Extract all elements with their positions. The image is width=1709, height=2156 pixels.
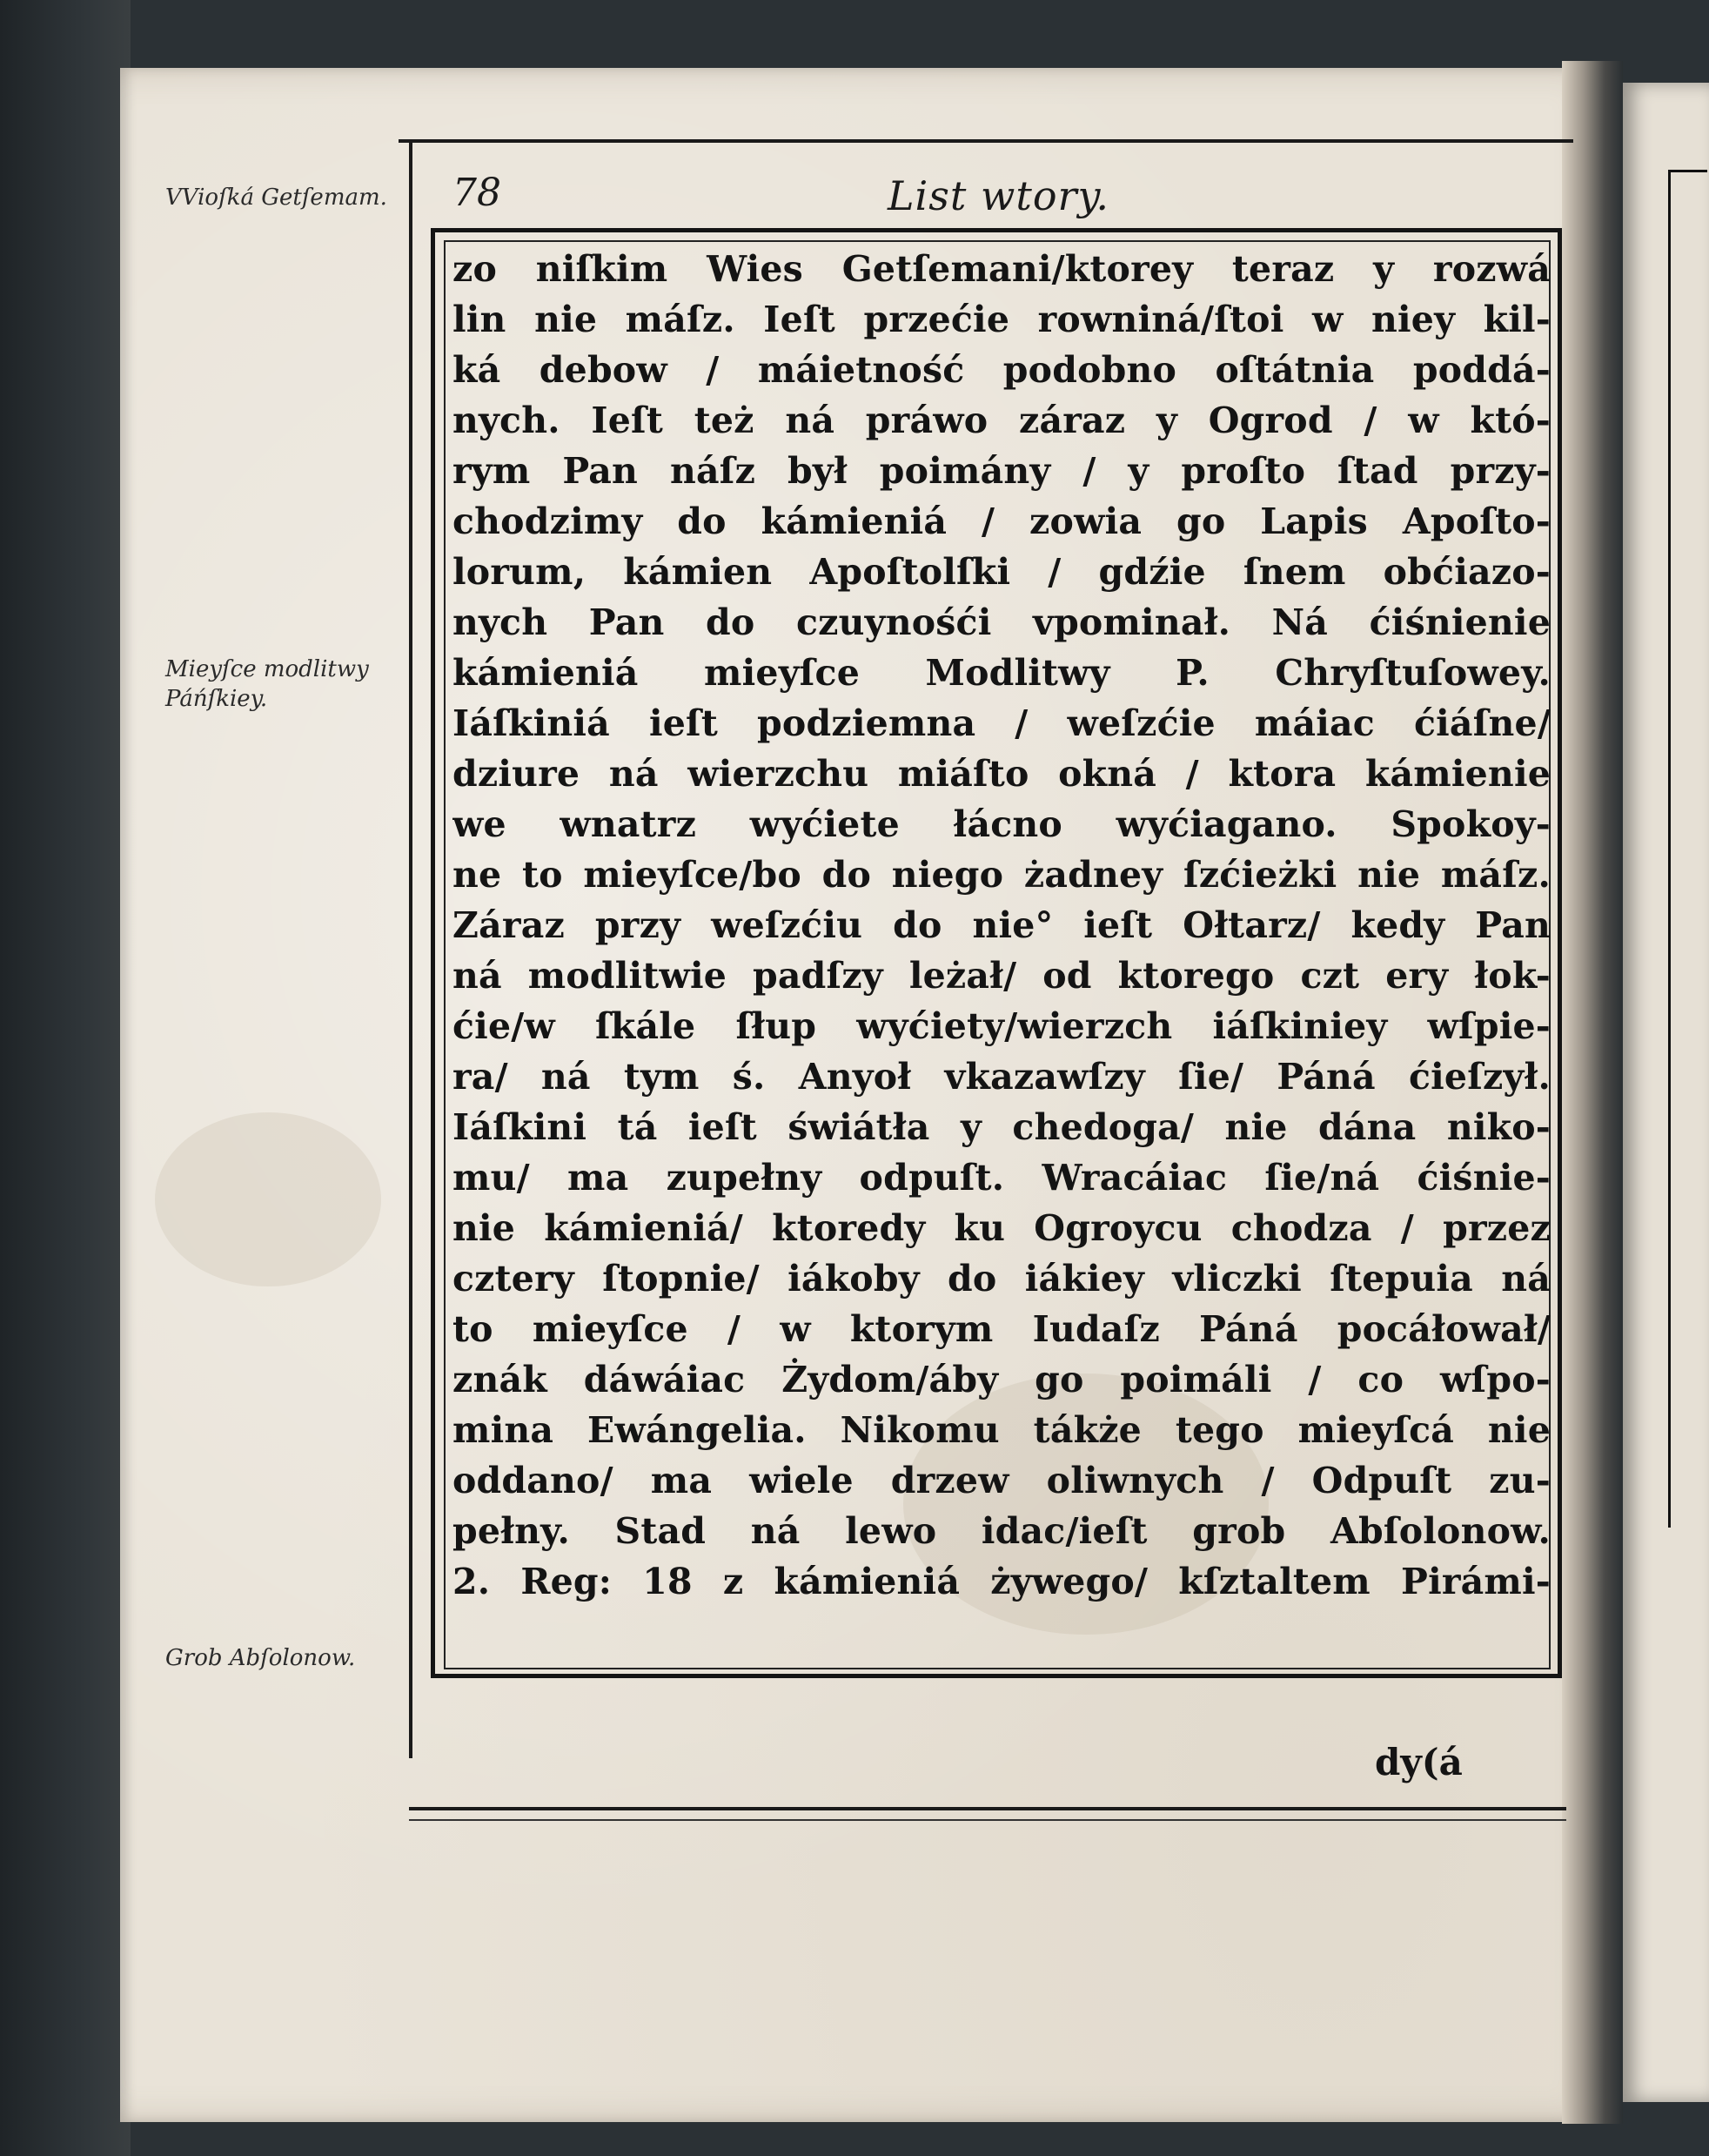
text-line: ćie/w ſkále ſłup wyćiety/wierzch iáſkiniey wſpie- bbox=[452, 1005, 1551, 1047]
text-line: zo niſkim Wies Getſemani/ktorey teraz y rozwá bbox=[452, 248, 1551, 290]
text-line: ná modlitwie padſzy leżał/ od ktorego czt ery łok- bbox=[452, 955, 1551, 997]
bottom-rule-thin bbox=[409, 1819, 1566, 1821]
text-line: pełny. Stad ná lewo idac/ieſt grob Abſolonow. bbox=[452, 1510, 1551, 1552]
text-line: znák dáwáiac Żydom/áby go poimáli / co wſpo- bbox=[452, 1359, 1551, 1400]
facing-page-rule bbox=[1668, 170, 1707, 172]
top-rule bbox=[399, 139, 1573, 143]
text-line: dziure ná wierzchu miáſto okná / ktora kámienie bbox=[452, 753, 1551, 795]
text-line: 2. Reg: 18 z kámieniá żywego/ kſztaltem Pirámi- bbox=[452, 1561, 1551, 1602]
text-line: oddano/ ma wiele drzew oliwnych / Odpuſt zu- bbox=[452, 1460, 1551, 1501]
text-line: lorum, kámien Apoſtolſki / gdźie ſnem obćiazo- bbox=[452, 551, 1551, 593]
dark-background-left bbox=[0, 0, 131, 2156]
running-head: List wtory. bbox=[888, 172, 1110, 219]
text-line: rym Pan náſz był poimány / y proſto ſtad przy- bbox=[452, 450, 1551, 492]
facing-page-edge bbox=[1623, 83, 1709, 2102]
text-line: nych Pan do czuynośći vpominał. Ná ćiśnienie bbox=[452, 601, 1551, 643]
text-line: Iáſkiniá ieſt podziemna / weſzćie máiac ćiáſne/ bbox=[452, 702, 1551, 744]
text-line: nie kámieniá/ ktoredy ku Ogroycu chodza / przez bbox=[452, 1207, 1551, 1249]
margin-note: VVioſká Getſemam. bbox=[165, 185, 387, 211]
text-line: ká debow / máietność podobno oſtátnia poddá- bbox=[452, 349, 1551, 391]
text-line: Iáſkini tá ieſt świátła y chedoga/ nie dána niko- bbox=[452, 1106, 1551, 1148]
margin-note: Mieyſce modlitwy Páńſkiey. bbox=[165, 656, 369, 712]
text-line: lin nie máſz. Ieſt przećie rowniná/ſtoi w niey kil- bbox=[452, 299, 1551, 340]
left-rule bbox=[409, 139, 412, 1758]
facing-page-rule bbox=[1668, 170, 1671, 1528]
text-line: to mieyſce / w ktorym Iudaſz Páná pocáłował/ bbox=[452, 1308, 1551, 1350]
text-line: nych. Ieſt też ná práwo záraz y Ogrod / w któ- bbox=[452, 400, 1551, 441]
page-number: 78 bbox=[452, 171, 501, 215]
book-gutter bbox=[1562, 61, 1623, 2124]
text-line: we wnatrz wyćiete łácno wyćiagano. Spokoy- bbox=[452, 803, 1551, 845]
body-text bbox=[452, 244, 1551, 1607]
paper-stain bbox=[155, 1112, 381, 1286]
page-header bbox=[452, 171, 1540, 223]
bottom-rule bbox=[409, 1807, 1566, 1810]
text-line: ne to mieyſce/bo do niego żadney ſzćieżki nie máſz. bbox=[452, 854, 1551, 896]
text-line: Záraz przy weſzćiu do nie° ieſt Ołtarz/ kedy Pan bbox=[452, 904, 1551, 946]
catchword: dy(á bbox=[1375, 1741, 1463, 1783]
text-line: cztery ſtopnie/ iákoby do iákiey vliczki ſtepuia ná bbox=[452, 1258, 1551, 1300]
text-line: chodzimy do kámieniá / zowia go Lapis Apoſto- bbox=[452, 500, 1551, 542]
text-line: mina Ewángelia. Nikomu tákże tego mieyſcá nie bbox=[452, 1409, 1551, 1451]
text-line: ra/ ná tym ś. Anyoł vkazawſzy ſie/ Páná ćieſzył. bbox=[452, 1056, 1551, 1098]
text-line: mu/ ma zupełny odpuſt. Wracáiac ſie/ná ćiśnie- bbox=[452, 1157, 1551, 1199]
text-line: kámieniá mieyſce Modlitwy P. Chryſtuſowey. bbox=[452, 652, 1551, 694]
margin-note: Grob Abſolonow. bbox=[165, 1645, 356, 1671]
